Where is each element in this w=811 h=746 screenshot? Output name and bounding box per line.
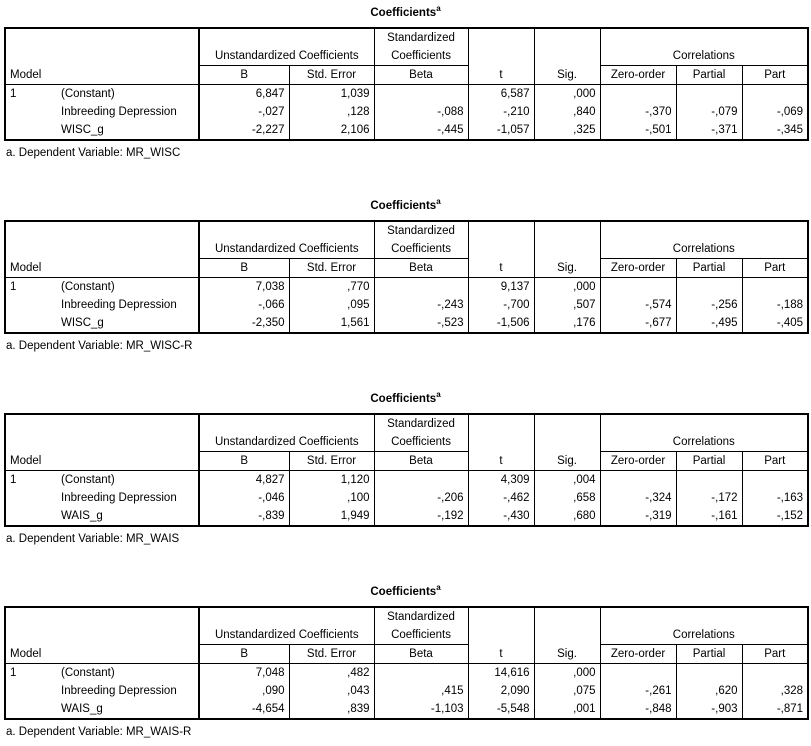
row-label: Inbreeding Depression <box>61 685 177 697</box>
cell-zero-order <box>600 664 676 683</box>
table-row <box>5 664 808 683</box>
header-beta: Beta <box>374 645 468 664</box>
cell-partial: -,161 <box>676 507 742 526</box>
row-model-number <box>5 314 57 333</box>
cell-std-error: 1,949 <box>289 507 374 526</box>
cell-zero-order: -,261 <box>600 682 676 700</box>
header-beta: Beta <box>374 452 468 471</box>
table-footnote: a. Dependent Variable: MR_WISC-R <box>6 340 193 352</box>
cell-beta: -,243 <box>374 296 468 314</box>
cell-std-error: 1,561 <box>289 314 374 333</box>
header-model: Model <box>5 221 199 278</box>
cell-sig: ,000 <box>534 85 600 104</box>
cell-beta: -,206 <box>374 489 468 507</box>
cell-b: -,027 <box>199 103 289 121</box>
cell-t: -,210 <box>468 103 534 121</box>
cell-std-error: ,100 <box>289 489 374 507</box>
cell-partial: -,371 <box>676 121 742 140</box>
header-beta: Beta <box>374 259 468 278</box>
row-model-number: 1 <box>10 667 17 679</box>
cell-b: -2,227 <box>199 121 289 140</box>
row-model-number <box>5 507 57 526</box>
cell-b: 6,847 <box>199 85 289 104</box>
cell-std-error: 1,120 <box>289 471 374 490</box>
cell-std-error: ,128 <box>289 103 374 121</box>
header-correlations: Correlations <box>600 607 808 645</box>
cell-partial: ,620 <box>676 682 742 700</box>
cell-std-error: 1,039 <box>289 85 374 104</box>
table-footnote: a. Dependent Variable: MR_WISC <box>6 147 181 159</box>
header-part: Part <box>742 645 808 664</box>
cell-part <box>742 278 808 297</box>
header-correlations: Correlations <box>600 28 808 66</box>
row-label: WAIS_g <box>61 703 103 715</box>
header-t: t <box>468 28 534 85</box>
cell-std-error: ,770 <box>289 278 374 297</box>
header-unstandardized: Unstandardized Coefficients <box>199 414 374 452</box>
header-zero-order: Zero-order <box>600 66 676 85</box>
cell-b: -2,350 <box>199 314 289 333</box>
header-b: B <box>199 645 289 664</box>
cell-beta <box>374 471 468 490</box>
coefficients-table <box>4 27 809 141</box>
table-row <box>5 489 808 507</box>
header-std-error: Std. Error <box>289 452 374 471</box>
cell-part: -,871 <box>742 700 808 719</box>
table-title: Coefficients$^a$ <box>370 4 441 19</box>
header-t: t <box>468 414 534 471</box>
header-std-error: Std. Error <box>289 259 374 278</box>
row-label: Inbreeding Depression <box>61 299 177 311</box>
cell-t: 6,587 <box>468 85 534 104</box>
cell-partial <box>676 664 742 683</box>
cell-beta: ,415 <box>374 682 468 700</box>
header-standardized: Standardized Coefficients <box>374 607 468 645</box>
header-row-top <box>5 221 808 259</box>
cell-part: -,405 <box>742 314 808 333</box>
header-row-top <box>5 414 808 452</box>
header-b: B <box>199 66 289 85</box>
header-unstandardized: Unstandardized Coefficients <box>199 221 374 259</box>
cell-b: 4,827 <box>199 471 289 490</box>
row-label: (Constant) <box>61 88 115 100</box>
header-zero-order: Zero-order <box>600 452 676 471</box>
cell-partial: -,256 <box>676 296 742 314</box>
table-row <box>5 682 808 700</box>
cell-sig: ,507 <box>534 296 600 314</box>
header-sig: Sig. <box>534 221 600 278</box>
cell-zero-order: -,370 <box>600 103 676 121</box>
cell-b: 7,048 <box>199 664 289 683</box>
table-row <box>5 121 808 140</box>
cell-sig: ,000 <box>534 664 600 683</box>
cell-sig: ,004 <box>534 471 600 490</box>
cell-partial: -,172 <box>676 489 742 507</box>
cell-std-error: ,043 <box>289 682 374 700</box>
cell-part: -,152 <box>742 507 808 526</box>
cell-beta: -1,103 <box>374 700 468 719</box>
cell-part: -,188 <box>742 296 808 314</box>
cell-part: -,345 <box>742 121 808 140</box>
cell-b: -,046 <box>199 489 289 507</box>
cell-partial: -,079 <box>676 103 742 121</box>
cell-partial: -,495 <box>676 314 742 333</box>
header-zero-order: Zero-order <box>600 645 676 664</box>
cell-partial: -,903 <box>676 700 742 719</box>
row-label: WISC_g <box>61 317 104 329</box>
row-label: (Constant) <box>61 281 115 293</box>
row-model-number <box>5 700 57 719</box>
header-row-top <box>5 28 808 66</box>
cell-part: ,328 <box>742 682 808 700</box>
cell-sig: ,680 <box>534 507 600 526</box>
row-model-number <box>5 121 57 140</box>
header-unstandardized: Unstandardized Coefficients <box>199 28 374 66</box>
header-partial: Partial <box>676 645 742 664</box>
header-model: Model <box>5 607 199 664</box>
cell-sig: ,075 <box>534 682 600 700</box>
table-row <box>5 85 808 104</box>
header-partial: Partial <box>676 66 742 85</box>
cell-zero-order <box>600 278 676 297</box>
header-standardized: Standardized Coefficients <box>374 221 468 259</box>
row-model-number <box>5 489 57 507</box>
cell-beta <box>374 664 468 683</box>
cell-t: 4,309 <box>468 471 534 490</box>
cell-zero-order: -,677 <box>600 314 676 333</box>
cell-t: -5,548 <box>468 700 534 719</box>
table-row <box>5 507 808 526</box>
cell-partial <box>676 85 742 104</box>
cell-part <box>742 85 808 104</box>
cell-beta: -,445 <box>374 121 468 140</box>
table-row <box>5 278 808 297</box>
cell-t: -,700 <box>468 296 534 314</box>
header-model: Model <box>5 414 199 471</box>
cell-b: -4,654 <box>199 700 289 719</box>
row-model-number: 1 <box>10 474 17 486</box>
header-std-error: Std. Error <box>289 66 374 85</box>
row-model-number: 1 <box>10 88 17 100</box>
cell-b: -,839 <box>199 507 289 526</box>
coefficients-table <box>4 606 809 720</box>
table-row <box>5 296 808 314</box>
header-t: t <box>468 221 534 278</box>
header-model: Model <box>5 28 199 85</box>
header-sig: Sig. <box>534 28 600 85</box>
table-row <box>5 700 808 719</box>
cell-zero-order: -,319 <box>600 507 676 526</box>
cell-t: 2,090 <box>468 682 534 700</box>
header-b: B <box>199 259 289 278</box>
header-unstandardized: Unstandardized Coefficients <box>199 607 374 645</box>
cell-partial <box>676 278 742 297</box>
cell-b: ,090 <box>199 682 289 700</box>
cell-part: -,069 <box>742 103 808 121</box>
table-footnote: a. Dependent Variable: MR_WAIS <box>6 533 180 545</box>
table-row <box>5 471 808 490</box>
coefficients-table <box>4 220 809 334</box>
row-label: Inbreeding Depression <box>61 492 177 504</box>
header-std-error: Std. Error <box>289 645 374 664</box>
header-part: Part <box>742 259 808 278</box>
table-row <box>5 103 808 121</box>
cell-zero-order <box>600 471 676 490</box>
cell-zero-order <box>600 85 676 104</box>
cell-t: -1,057 <box>468 121 534 140</box>
header-standardized: Standardized Coefficients <box>374 414 468 452</box>
cell-t: 14,616 <box>468 664 534 683</box>
header-part: Part <box>742 66 808 85</box>
cell-t: -1,506 <box>468 314 534 333</box>
table-title: Coefficients$^a$ <box>370 390 441 405</box>
row-label: WISC_g <box>61 124 104 136</box>
row-model-number <box>5 296 57 314</box>
cell-std-error: ,095 <box>289 296 374 314</box>
header-sig: Sig. <box>534 607 600 664</box>
cell-t: -,430 <box>468 507 534 526</box>
cell-t: 9,137 <box>468 278 534 297</box>
cell-sig: ,001 <box>534 700 600 719</box>
header-partial: Partial <box>676 259 742 278</box>
table-row <box>5 314 808 333</box>
cell-zero-order: -,848 <box>600 700 676 719</box>
header-part: Part <box>742 452 808 471</box>
header-row-top <box>5 607 808 645</box>
cell-std-error: ,482 <box>289 664 374 683</box>
row-model-number <box>5 103 57 121</box>
cell-sig: ,840 <box>534 103 600 121</box>
cell-std-error: 2,106 <box>289 121 374 140</box>
header-beta: Beta <box>374 66 468 85</box>
cell-zero-order: -,501 <box>600 121 676 140</box>
cell-sig: ,658 <box>534 489 600 507</box>
cell-sig: ,176 <box>534 314 600 333</box>
table-title: Coefficients$^a$ <box>370 197 441 212</box>
cell-beta: -,088 <box>374 103 468 121</box>
coefficients-table <box>4 413 809 527</box>
cell-zero-order: -,324 <box>600 489 676 507</box>
cell-part <box>742 471 808 490</box>
cell-beta <box>374 278 468 297</box>
header-standardized: Standardized Coefficients <box>374 28 468 66</box>
cell-sig: ,000 <box>534 278 600 297</box>
cell-t: -,462 <box>468 489 534 507</box>
cell-zero-order: -,574 <box>600 296 676 314</box>
cell-b: 7,038 <box>199 278 289 297</box>
cell-part <box>742 664 808 683</box>
row-label: (Constant) <box>61 667 115 679</box>
cell-sig: ,325 <box>534 121 600 140</box>
cell-partial <box>676 471 742 490</box>
header-correlations: Correlations <box>600 414 808 452</box>
table-footnote: a. Dependent Variable: MR_WAIS-R <box>6 726 192 738</box>
row-label: Inbreeding Depression <box>61 106 177 118</box>
row-label: (Constant) <box>61 474 115 486</box>
header-zero-order: Zero-order <box>600 259 676 278</box>
header-sig: Sig. <box>534 414 600 471</box>
cell-beta: -,523 <box>374 314 468 333</box>
cell-part: -,163 <box>742 489 808 507</box>
header-b: B <box>199 452 289 471</box>
header-correlations: Correlations <box>600 221 808 259</box>
cell-beta <box>374 85 468 104</box>
row-label: WAIS_g <box>61 510 103 522</box>
table-title: Coefficients$^a$ <box>370 583 441 598</box>
header-partial: Partial <box>676 452 742 471</box>
cell-std-error: ,839 <box>289 700 374 719</box>
header-t: t <box>468 607 534 664</box>
cell-beta: -,192 <box>374 507 468 526</box>
row-model-number <box>5 682 57 700</box>
row-model-number: 1 <box>10 281 17 293</box>
cell-b: -,066 <box>199 296 289 314</box>
